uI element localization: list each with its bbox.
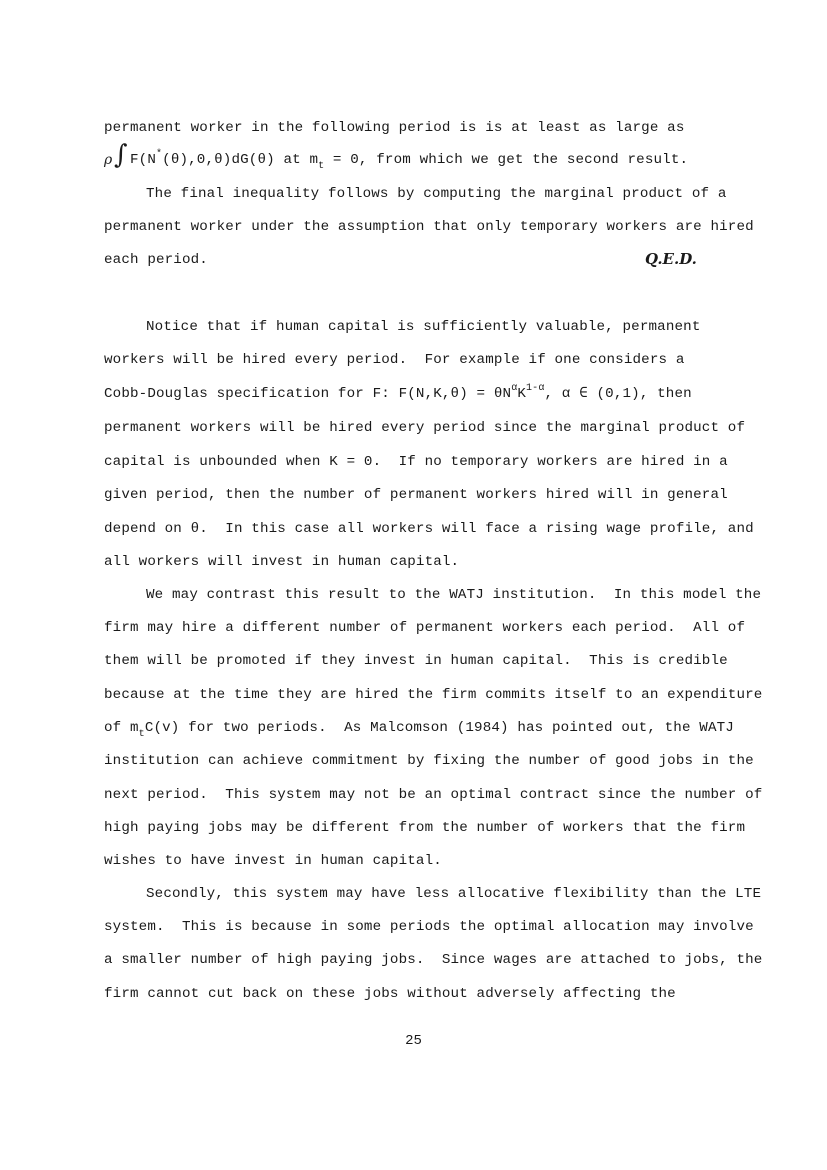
text-line: them will be promoted if they invest in human capital. This is credible bbox=[104, 653, 728, 669]
text-line: firm cannot cut back on these jobs without adversely affecting the bbox=[104, 986, 676, 1002]
text-line: given period, then the number of permanent workers hired will in general bbox=[104, 487, 728, 503]
text-line: We may contrast this result to the WATJ institution. In this model the bbox=[146, 587, 762, 603]
text-line: depend on θ. In this case all workers will face a rising wage profile, and bbox=[104, 521, 754, 537]
text-line: capital is unbounded when K = 0. If no temporary workers are hired in a bbox=[104, 454, 728, 470]
text-line: each period. bbox=[104, 252, 208, 268]
text-line-formula: Cobb-Douglas specification for F: $F(N,K,\theta) = \theta N^\alpha K^{1-\alpha}$, α ∈ (0,1), then bbox=[104, 383, 692, 402]
text-line: The final inequality follows by computing the marginal product of a bbox=[146, 186, 727, 202]
text-line: Secondly, this system may have less allocative flexibility than the LTE bbox=[146, 886, 762, 902]
text-line: institution can achieve commitment by fixing the number of good jobs in the bbox=[104, 753, 754, 769]
page-number: 25 bbox=[405, 1033, 422, 1049]
text-line: permanent worker under the assumption that only temporary workers are hired bbox=[104, 219, 754, 235]
text-line: permanent worker in the following period is is at least as large as bbox=[104, 120, 685, 136]
qed-mark: Q.E.D. bbox=[645, 250, 697, 268]
text-line: because at the time they are hired the firm commits itself to an expenditure bbox=[104, 687, 763, 703]
text-line: next period. This system may not be an optimal contract since the number of bbox=[104, 787, 763, 803]
integral-sign: ∫ bbox=[114, 140, 128, 170]
text-line: wishes to have invest in human capital. bbox=[104, 853, 442, 869]
text-line: firm may hire a different number of permanent workers each period. All of bbox=[104, 620, 746, 636]
text-line-formula: of $m_tC(v)$ for two periods. As Malcomson (1984) has pointed out, the WATJ bbox=[104, 720, 734, 740]
text-line: workers will be hired every period. For example if one considers a bbox=[104, 352, 685, 368]
rho-symbol: ρ bbox=[104, 152, 113, 168]
text-line: system. This is because in some periods the optimal allocation may involve bbox=[104, 919, 754, 935]
text-line: Notice that if human capital is sufficiently valuable, permanent bbox=[146, 319, 701, 335]
text-line: high paying jobs may be different from the number of workers that the firm bbox=[104, 820, 746, 836]
text-line: permanent workers will be hired every period since the marginal product of bbox=[104, 420, 746, 436]
text-line: a smaller number of high paying jobs. Since wages are attached to jobs, the bbox=[104, 952, 763, 968]
text-line: all workers will invest in human capital. bbox=[104, 554, 460, 570]
text-line-formula: F(N*(θ),0,θ)dG(θ) at $m_t = 0$, from which we get the second result. bbox=[130, 149, 689, 172]
